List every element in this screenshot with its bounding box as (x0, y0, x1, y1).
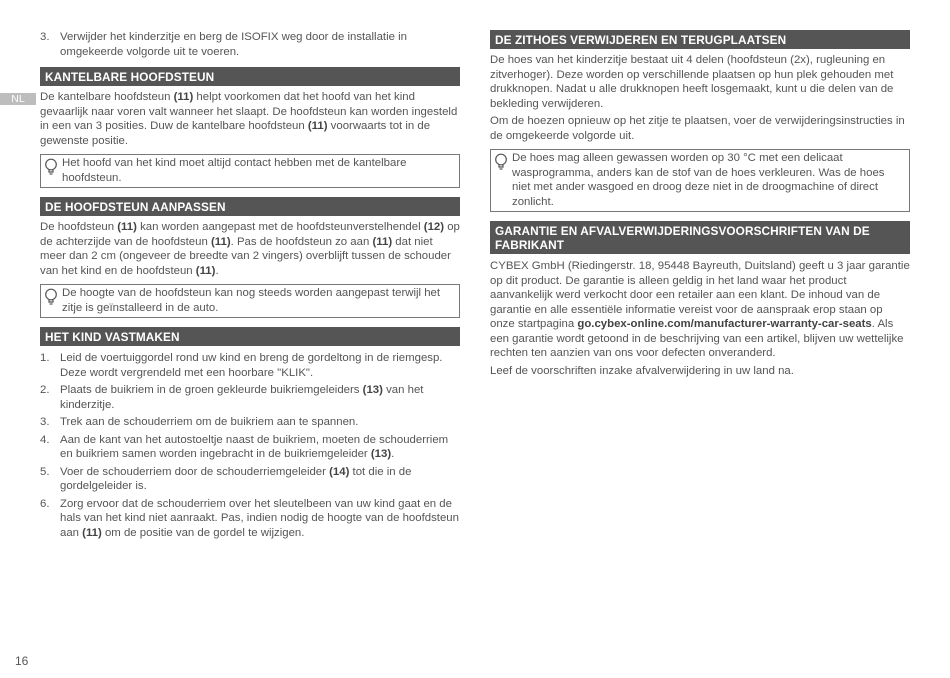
tip-text: De hoogte van de hoofdsteun kan nog steeds worden aangepast terwijl het zitje is geïnstalleerd in de auto. (62, 287, 441, 314)
step-number: 3. (40, 31, 50, 43)
section-header-warranty: GARANTIE EN AFVALVERWIJDERINGSVOORSCHRIFTEN VAN DE FABRIKANT (490, 221, 910, 254)
warranty-paragraph: CYBEX GmbH (Riedingerstr. 18, 95448 Bayreuth, Duitsland) geeft u 3 jaar garantie op dit product. De garantie is alleen geldig in het land waar het product aanvankelijk werd verkocht door een retailer aan een klant. De inhoud van de garantie en alle essentiële informatie vereist voor de aanspraak erop staan op onze startpagina go.cybex-online.com/manufacturer-warranty-car-seats. Als een garantie wordt getoond in de beschrijving van een artikel, blijven uw wettelijke rechten ten aanzien van ons voor defecten onveranderd. (490, 260, 910, 359)
language-tab: NL (0, 93, 36, 105)
section-header-tilting-headrest: KANTELBARE HOOFDSTEUN (40, 67, 460, 86)
page-number: 16 (15, 654, 29, 668)
list-item: 6. Zorg ervoor dat de schouderriem over het sleutelbeen van uw kind gaat en de hals van het kind niet aanraakt. Pas, indien nodig de hoogte van de hoofdsteun aan (11) om de positie van de gordel te wijzigen. (40, 497, 459, 539)
tip-text: De hoes mag alleen gewassen worden op 30 °C met een delicaat wasprogramma, anders kan de stof van de hoes verkleuren. Was de hoes niet met ander wasgoed en droog deze niet in de droogmachine of direct zonlicht. (512, 152, 885, 208)
tip-text: Het hoofd van het kind moet altijd contact hebben met de kantelbare hoofdsteun. (62, 157, 407, 184)
right-column (490, 30, 910, 378)
lightbulb-icon (494, 153, 508, 171)
tip-box (40, 284, 460, 318)
tip-box (490, 149, 910, 212)
list-item: 1. Leid de voertuiggordel rond uw kind en breng de gordeltong in de riemgesp. Deze wordt vergrendeld met een hoorbare "KLIK". (40, 352, 443, 379)
section-header-adjust-headrest: DE HOOFDSTEUN AANPASSEN (40, 197, 460, 216)
intro-list (40, 30, 460, 59)
disposal-paragraph: Leef de voorschriften inzake afvalverwijdering in uw land na. (490, 364, 794, 377)
list-item: 2. Plaats de buikriem in de groen gekleurde buikriemgeleiders (13) van het kinderzitje. (40, 384, 424, 411)
section-header-secure-child: HET KIND VASTMAKEN (40, 327, 460, 346)
adjust-headrest-paragraph: De hoofdsteun (11) kan worden aangepast met de hoofdsteunverstelhendel (12) op de achterzijde van de hoofdsteun (11). Pas de hoofdsteun zo aan (11) dat niet meer dan 2 cm (ongeveer de breedte van 2 vingers) overblijft tussen de schouder van het kind en de hoofdsteun (11). (40, 221, 460, 277)
list-item: 4. Aan de kant van het autostoeltje naast de buikriem, moeten de schouderriem en buikriem samen worden ingebracht in de buikriemgeleider (13). (40, 433, 449, 460)
step-text: Verwijder het kinderzitje en berg de ISOFIX weg door de installatie in omgekeerde volgorde uit te voeren. (60, 31, 407, 58)
section-header-cover-removal: DE ZITHOES VERWIJDEREN EN TERUGPLAATSEN (490, 30, 910, 49)
cover-refit-paragraph: Om de hoezen opnieuw op het zitje te plaatsen, voer de verwijderingsinstructies in de omgekeerde volgorde uit. (490, 115, 905, 142)
tilting-headrest-paragraph: De kantelbare hoofdsteun (11) helpt voorkomen dat het hoofd van het kind gevaarlijk naar voren valt wanneer het slaapt. De hoofdsteun kan worden ingesteld in een van 3 posities. Duw de kantelbare hoofdsteun (11) voorwaarts tot in de gewenste positie. (40, 91, 458, 147)
lightbulb-icon (44, 158, 58, 176)
cover-removal-paragraph: De hoes van het kinderzitje bestaat uit 4 delen (hoofdsteun (2x), rugleuning en zitverhoger). Deze worden op verschillende plaatsen op hun plek gehouden met drukknopen. Nadat u alle drukknopen heeft losgemaakt, kunt u die delen van de bekleding verwijderen. (490, 54, 894, 110)
warranty-link[interactable]: go.cybex-online.com/manufacturer-warranty-car-seats (577, 318, 872, 330)
lightbulb-icon (44, 288, 58, 306)
steps-list (40, 351, 460, 540)
tip-box (40, 154, 460, 188)
list-item: 5. Voer de schouderriem door de schouderriemgeleider (14) tot die in de gordelgeleider is. (40, 465, 412, 492)
list-item: 3. Trek aan de schouderriem om de buikriem aan te spannen. (40, 416, 359, 428)
list-item (40, 30, 460, 59)
left-column (40, 30, 460, 540)
